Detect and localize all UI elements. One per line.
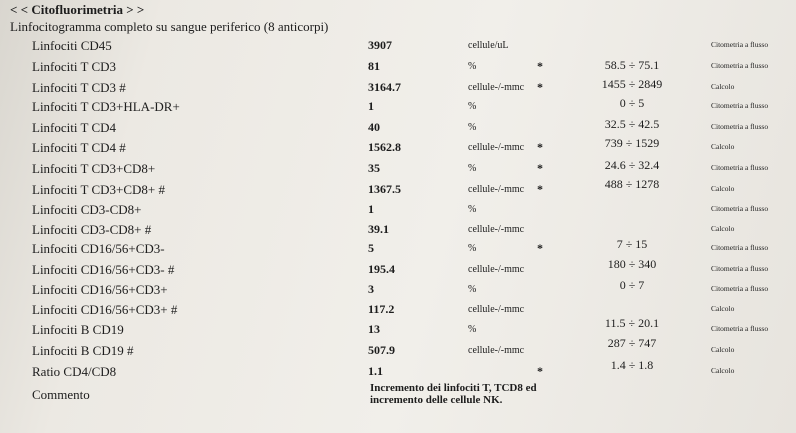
table-row xyxy=(0,38,796,58)
result-value: 3 xyxy=(368,282,374,296)
result-value: 117.2 xyxy=(368,302,395,316)
test-name: Linfociti T CD3 # xyxy=(32,80,126,95)
test-name: Ratio CD4/CD8 xyxy=(32,364,117,379)
method-label: Citometria a flusso xyxy=(711,264,769,273)
comment-line-2: incremento delle cellule NK. xyxy=(370,394,503,406)
test-name: Linfociti CD16/56+CD3- xyxy=(32,241,165,256)
result-value: 1367.5 xyxy=(368,182,401,196)
test-name: Linfociti T CD3+CD8+ # xyxy=(32,182,165,197)
reference-range: 739 ÷ 1529 xyxy=(604,136,660,150)
table-row xyxy=(0,136,796,160)
reference-range: 11.5 ÷ 20.1 xyxy=(604,316,660,330)
result-unit: % xyxy=(468,284,477,295)
result-value: 1.1 xyxy=(368,364,383,378)
abnormal-flag: * xyxy=(537,59,543,73)
result-unit: cellule-/-mmc xyxy=(468,304,525,315)
reference-range: 287 ÷ 747 xyxy=(607,336,657,350)
test-name: Linfociti B CD19 # xyxy=(32,343,134,358)
test-name: Linfociti CD16/56+CD3+ xyxy=(32,282,168,297)
method-label: Calcolo xyxy=(711,345,735,354)
result-value: 3907 xyxy=(368,38,392,52)
table-row xyxy=(0,358,796,384)
result-unit: % xyxy=(468,243,477,254)
method-label: Citometria a flusso xyxy=(711,163,769,172)
result-value: 35 xyxy=(368,161,380,175)
table-row xyxy=(0,177,796,202)
method-label: Calcolo xyxy=(711,304,735,313)
comment-line-1: Incremento dei linfociti T, TCD8 ed xyxy=(370,382,537,394)
abnormal-flag: * xyxy=(537,161,543,175)
test-name: Linfociti CD16/56+CD3+ # xyxy=(32,302,178,317)
test-name: Linfociti T CD3+HLA-DR+ xyxy=(32,99,180,114)
result-unit: % xyxy=(468,101,477,112)
reference-range: 32.5 ÷ 42.5 xyxy=(604,117,660,131)
result-unit: cellule-/-mmc xyxy=(468,142,525,153)
test-name: Linfociti CD16/56+CD3- # xyxy=(32,262,175,277)
result-value: 1562.8 xyxy=(368,140,401,154)
table-row xyxy=(0,96,796,119)
reference-range: 0 ÷ 7 xyxy=(619,278,645,292)
result-unit: % xyxy=(468,122,477,133)
comment-label: Commento xyxy=(32,387,90,402)
abnormal-flag: * xyxy=(537,241,543,255)
method-label: Citometria a flusso xyxy=(711,243,769,252)
reference-range: 488 ÷ 1278 xyxy=(604,177,660,191)
result-unit: cellule-/-mmc xyxy=(468,345,525,356)
reference-range: 1.4 ÷ 1.8 xyxy=(610,358,654,372)
method-label: Calcolo xyxy=(711,224,735,233)
test-name: Linfociti CD3-CD8+ xyxy=(32,202,142,217)
test-name: Linfociti T CD4 # xyxy=(32,140,126,155)
result-value: 39.1 xyxy=(368,222,389,236)
test-name: Linfociti CD3-CD8+ # xyxy=(32,222,152,237)
method-label: Citometria a flusso xyxy=(711,61,769,70)
result-value: 13 xyxy=(368,322,380,336)
reference-range: 58.5 ÷ 75.1 xyxy=(604,58,660,72)
result-value: 1 xyxy=(368,99,374,113)
method-label: Citometria a flusso xyxy=(711,40,769,49)
test-name: Linfociti T CD3+CD8+ xyxy=(32,161,156,176)
result-unit: cellule-/-mmc xyxy=(468,184,525,195)
method-label: Calcolo xyxy=(711,184,735,193)
abnormal-flag: * xyxy=(537,140,543,154)
abnormal-flag: * xyxy=(537,80,543,94)
test-name: Linfociti T CD4 xyxy=(32,120,117,135)
test-name: Linfociti T CD3 xyxy=(32,59,117,74)
comment-text xyxy=(370,382,537,406)
result-unit: cellule/uL xyxy=(468,40,509,51)
section-title: < < Citofluorimetria > > xyxy=(10,2,145,17)
reference-range: 24.6 ÷ 32.4 xyxy=(604,158,660,172)
result-value: 5 xyxy=(368,241,374,255)
result-unit: cellule-/-mmc xyxy=(468,224,525,235)
reference-range: 0 ÷ 5 xyxy=(619,96,645,110)
method-label: Calcolo xyxy=(711,366,735,375)
result-value: 81 xyxy=(368,59,380,73)
method-label: Citometria a flusso xyxy=(711,284,769,293)
result-value: 1 xyxy=(368,202,374,216)
test-name: Linfociti CD45 xyxy=(32,38,112,53)
abnormal-flag: * xyxy=(537,364,543,378)
method-label: Calcolo xyxy=(711,82,735,91)
abnormal-flag: * xyxy=(537,182,543,196)
panel-subtitle: Linfocitogramma completo su sangue periferico (8 anticorpi) xyxy=(10,19,329,34)
result-value: 507.9 xyxy=(368,343,395,357)
table-row xyxy=(0,202,796,222)
result-unit: % xyxy=(468,204,477,215)
result-value: 3164.7 xyxy=(368,80,401,94)
method-label: Citometria a flusso xyxy=(711,324,769,333)
result-unit: cellule-/-mmc xyxy=(468,264,525,275)
result-unit: % xyxy=(468,163,477,174)
method-label: Citometria a flusso xyxy=(711,204,769,213)
reference-range: 7 ÷ 15 xyxy=(616,237,648,251)
result-value: 195.4 xyxy=(368,262,395,276)
result-unit: % xyxy=(468,324,477,335)
test-name: Linfociti B CD19 xyxy=(32,322,124,337)
result-value: 40 xyxy=(368,120,380,134)
method-label: Citometria a flusso xyxy=(711,101,769,110)
reference-range: 1455 ÷ 2849 xyxy=(601,77,663,91)
method-label: Calcolo xyxy=(711,142,735,151)
reference-range: 180 ÷ 340 xyxy=(607,257,657,271)
table-row xyxy=(0,278,796,302)
result-unit: cellule-/-mmc xyxy=(468,82,525,93)
table-row xyxy=(0,59,796,79)
result-unit: % xyxy=(468,61,477,72)
method-label: Citometria a flusso xyxy=(711,122,769,131)
